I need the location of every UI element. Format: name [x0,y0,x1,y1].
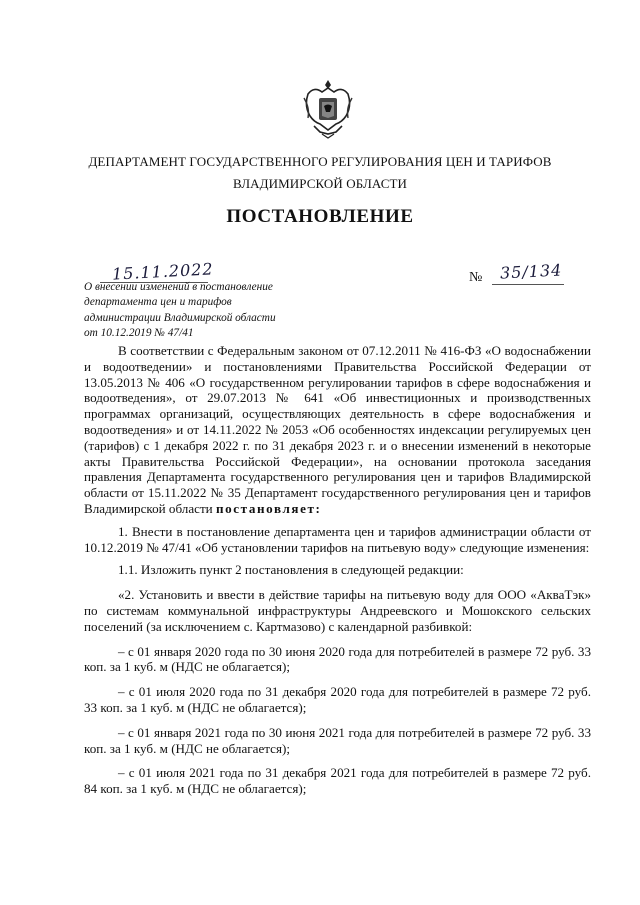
tariff-item: – с 01 июля 2021 года по 31 декабря 2021 года для потребителей в размере 72 руб. 84 коп. за 1 куб. м (НДС не облагается); [84,765,591,797]
document-title: ПОСТАНОВЛЕНИЕ [226,206,414,227]
tariff-item: – с 01 января 2021 года по 30 июня 2021 года для потребителей в размере 72 руб. 33 коп. за 1 куб. м (НДС не облагается); [84,724,591,756]
department-name: ДЕПАРТАМЕНТ ГОСУДАРСТВЕННОГО РЕГУЛИРОВАНИЯ ЦЕН И ТАРИФОВ [88,154,552,169]
number-underline [492,284,564,285]
item-1-paragraph: 1. Внести в постановление департамента цен и тарифов администрации области от 10.12.2019 № 47/41 «Об установлении тарифов на питьевую воду» следующие изменения: [84,523,591,555]
subject-line: администрации Владимирской области [84,311,276,324]
tariff-item: – с 01 июля 2020 года по 31 декабря 2020 года для потребителей в размере 72 руб. 33 коп. за 1 куб. м (НДС не облагается); [84,684,591,715]
tariff-item: – с 01 января 2020 года по 30 июня 2020 года для потребителей в размере 72 руб. 33 коп. за 1 куб. м (НДС не облагается); [84,643,591,675]
item-2-paragraph: «2. Установить и ввести в действие тарифы на питьевую воду для ООО «АкваТэк» по системам коммунальной инфраструктуры Андреевского и Мошокского сельских поселений (за исключением с. Картмазово) с календарной разбивкой: [84,587,591,634]
document-date: 15.11.2022 [111,259,215,284]
document-body [84,343,591,797]
subject-line: департамента цен и тарифов [84,296,232,309]
subject-line: от 10.12.2019 № 47/41 [84,326,194,339]
number-sign: № [469,270,483,285]
subject-line: О внесении изменений в постановление [84,281,273,293]
document-number: 35/134 [499,260,563,283]
document-subject [84,280,314,341]
preamble-paragraph [84,343,591,517]
preamble-text: В соответствии с Федеральным законом от 07.12.2011 № 416-ФЗ «О водоснабжении и водоотведении» и постановлениями Правительства Российской Федерации от 13.05.2013 № 406 «О государственном регулировании тарифов в сфере водоснабжения и водоотведения», от 29.07.2013 № 641 «Об инвестиционных и производственных программах организаций, осуществляющих деятельность в сфере водоснабжения и водоотведения» и от 14.11.2022 № 2053 «Об особенностях индексации регулируемых цен (тарифов) с 1 декабря 2022 г. по 31 декабря 2023 г. и о внесении изменений в некоторые акты Правительства Российской Федерации», на основании протокола заседания правления Департамента государственного регулирования цен и тарифов Владимирской области от 15.11.2022 № 35 Департамент государственного регулирования цен и тарифов Владимирской области [84,343,591,516]
region-name: ВЛАДИМИРСКОЙ ОБЛАСТИ [232,176,408,191]
resolves-keyword: постановляет: [215,500,322,516]
coat-of-arms-emblem [302,78,354,140]
item-1-1-paragraph: 1.1. Изложить пункт 2 постановления в следующей редакции: [118,562,464,578]
